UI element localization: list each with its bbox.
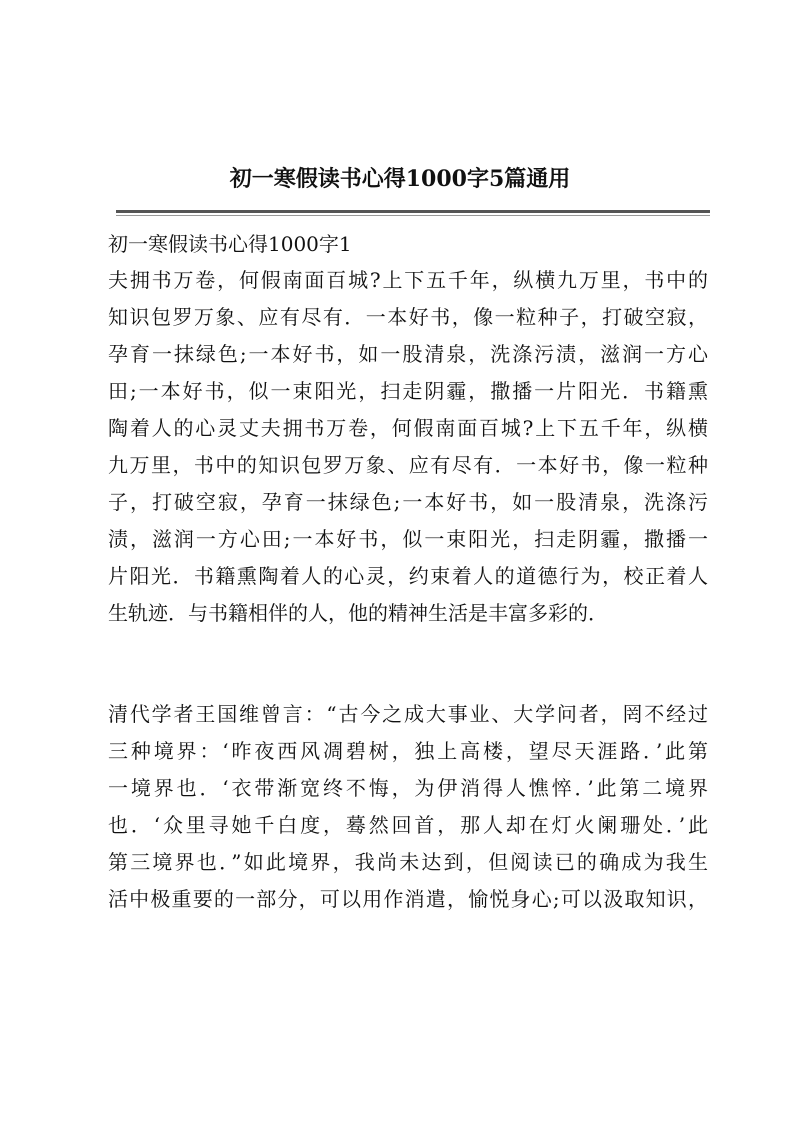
paragraph-1-line: 生轨迹．与书籍相伴的人，他的精神生活是丰富多彩的．: [108, 601, 608, 625]
document-title: 初一寒假读书心得1000字5篇通用: [229, 166, 571, 192]
paragraph-1-line: 知识包罗万象、应有尽有．一本好书，像一粒种子，打破空寂，: [108, 305, 708, 329]
paragraph-1-line: 片阳光．书籍熏陶着人的心灵，约束着人的道德行为，校正着人: [108, 564, 708, 588]
paragraph-1-line: 渍，滋润一方心田;一本好书，似一束阳光，扫走阴霾，撒播一: [108, 527, 708, 551]
paragraph-2-line: 活中极重要的一部分，可以用作消遣，愉悦身心;可以汲取知识，: [108, 887, 708, 911]
paragraph-2-line: 一境界也．‘衣带渐宽终不悔，为伊消得人憔悴．’此第二境界: [108, 776, 708, 800]
paragraph-2-line: 也．‘众里寻她千白度，蓦然回首，那人却在灯火阑珊处．’此: [108, 813, 708, 837]
paragraph-2-line: 三种境界：‘昨夜西风凋碧树，独上高楼，望尽天涯路．’此第: [108, 739, 708, 763]
paragraph-1-line: 陶着人的心灵丈夫拥书万卷，何假南面百城?上下五千年，纵横: [108, 416, 708, 440]
title-divider-thin: [116, 215, 710, 216]
paragraph-2-line: 第三境界也．”如此境界，我尚未达到，但阅读已的确成为我生: [108, 850, 708, 874]
paragraph-1-line: 孕育一抹绿色;一本好书，如一股清泉，洗涤污渍，滋润一方心: [108, 342, 708, 366]
paragraph-1-line: 九万里，书中的知识包罗万象、应有尽有．一本好书，像一粒种: [108, 453, 708, 477]
section-heading: 初一寒假读书心得1000字1: [108, 232, 352, 256]
title-divider: [116, 210, 710, 213]
paragraph-1-line: 田;一本好书，似一束阳光，扫走阴霾，撒播一片阳光．书籍熏: [108, 379, 708, 403]
paragraph-1-line: 夫拥书万卷，何假南面百城?上下五千年，纵横九万里，书中的: [108, 268, 708, 292]
paragraph-2-line: 清代学者王国维曾言：“古今之成大事业、大学问者，罔不经过: [108, 702, 708, 726]
paragraph-1-line: 子，打破空寂，孕育一抹绿色;一本好书，如一股清泉，洗涤污: [108, 490, 708, 514]
